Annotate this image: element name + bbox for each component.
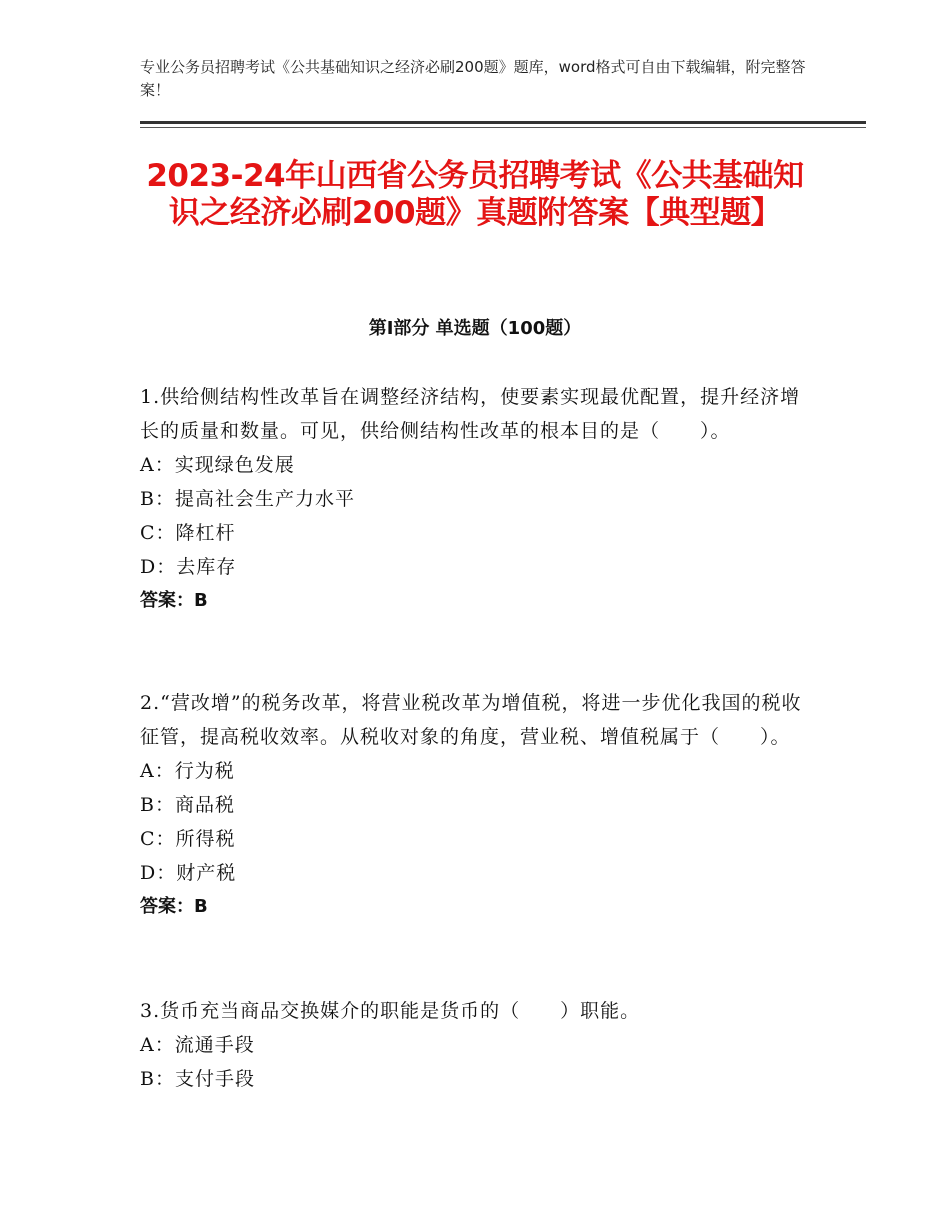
section-title: 第Ⅰ部分 单选题（100题） <box>368 318 582 339</box>
answer-line: 答案：B <box>140 896 208 917</box>
option-d: D：财产税 <box>140 862 237 884</box>
option-d: D：去库存 <box>140 556 237 578</box>
question-stem: 2.“营改增”的税务改革，将营业税改革为增值税，将进一步优化我国的税收征管，提高税收效率。从税收对象的角度，营业税、增值税属于（ ）。 <box>140 692 802 748</box>
option-a: A：流通手段 <box>140 1034 255 1056</box>
option-c: C：所得税 <box>140 828 236 850</box>
option-b: B：商品税 <box>140 794 235 816</box>
option-a: A：实现绿色发展 <box>140 454 295 476</box>
document-title: 2023-24年山西省公务员招聘考试《公共基础知识之经济必刷200题》真题附答案【典型题】 <box>146 158 804 231</box>
question-3 <box>140 994 810 1096</box>
option-a: A：行为税 <box>140 760 235 782</box>
option-b: B：提高社会生产力水平 <box>140 488 355 510</box>
question-1 <box>140 380 810 618</box>
option-b: B：支付手段 <box>140 1068 255 1090</box>
header-note: 专业公务员招聘考试《公共基础知识之经济必刷200题》题库，word格式可自由下载编辑，附完整答案！ <box>140 58 806 99</box>
question-stem: 1.供给侧结构性改革旨在调整经济结构，使要素实现最优配置，提升经济增长的质量和数量。可见，供给侧结构性改革的根本目的是（ ）。 <box>140 386 801 442</box>
question-2 <box>140 686 810 924</box>
answer-line: 答案：B <box>140 590 208 611</box>
option-c: C：降杠杆 <box>140 522 236 544</box>
header-divider-thick <box>140 121 866 124</box>
header-divider-thin <box>140 127 866 128</box>
question-stem: 3.货币充当商品交换媒介的职能是货币的（ ）职能。 <box>140 1000 641 1022</box>
